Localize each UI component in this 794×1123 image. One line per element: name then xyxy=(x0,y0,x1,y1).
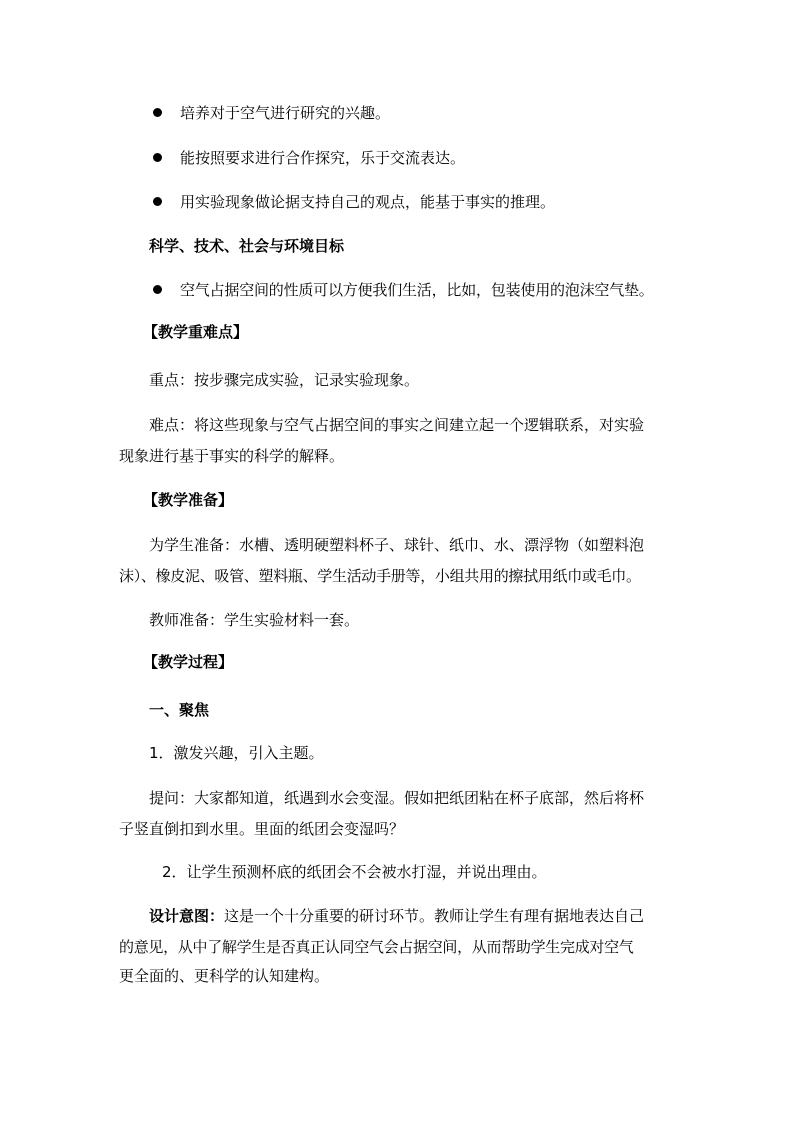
bullet-icon xyxy=(153,108,162,117)
bullet-icon xyxy=(153,153,162,162)
bullet-text: 空气占据空间的性质可以方便我们生活，比如，包装使用的泡沫空气垫。 xyxy=(180,281,654,299)
paragraph-line: 沫）、橡皮泥、吸管、塑料瓶、学生活动手册等，小组共用的擦拭用纸巾或毛巾。 xyxy=(119,567,641,585)
bullet-icon xyxy=(153,197,162,206)
section-heading: 【教学准备】 xyxy=(143,491,234,509)
bullet-text: 培养对于空气进行研究的兴趣。 xyxy=(180,104,391,122)
subsection-heading: 一、聚焦 xyxy=(149,701,210,719)
paragraph-line: 教师准备：学生实验材料一套。 xyxy=(149,611,360,629)
section-heading: 【教学过程】 xyxy=(143,653,234,671)
design-intent-text: 这是一个十分重要的研讨环节。教师让学生有理有据地表达自己 xyxy=(224,907,645,925)
paragraph-line: 子竖直倒扣到水里。里面的纸团会变湿吗？ xyxy=(119,820,405,838)
paragraph-line: 的意见，从中了解学生是否真正认同空气会占据空间，从而帮助学生完成对空气 xyxy=(119,938,634,956)
bullet-icon xyxy=(153,285,162,294)
paragraph-line: 2．让学生预测杯底的纸团会不会被水打湿，并说出理由。 xyxy=(162,863,547,881)
sts-heading: 科学、技术、社会与环境目标 xyxy=(149,237,345,255)
design-intent-line xyxy=(149,906,644,926)
bullet-text: 用实验现象做论据支持自己的观点，能基于事实的推理。 xyxy=(180,193,556,211)
paragraph-line: 难点：将这些现象与空气占据空间的事实之间建立起一个逻辑联系，对实验 xyxy=(149,416,645,434)
paragraph-line: 提问：大家都知道，纸遇到水会变湿。假如把纸团粘在杯子底部，然后将杯 xyxy=(149,789,645,807)
paragraph-line: 为学生准备：水槽、透明硬塑料杯子、球针、纸巾、水、漂浮物（如塑料泡 xyxy=(149,536,645,554)
bullet-text: 能按照要求进行合作探究，乐于交流表达。 xyxy=(180,149,466,167)
paragraph-line: 1．激发兴趣，引入主题。 xyxy=(149,744,324,762)
paragraph-line: 现象进行基于事实的科学的解释。 xyxy=(119,447,345,465)
paragraph-line: 更全面的、更科学的认知建构。 xyxy=(119,967,330,985)
design-intent-label: 设计意图： xyxy=(149,907,225,925)
paragraph-line: 重点：按步骤完成实验，记录实验现象。 xyxy=(149,371,420,389)
section-heading: 【教学重难点】 xyxy=(143,323,249,341)
